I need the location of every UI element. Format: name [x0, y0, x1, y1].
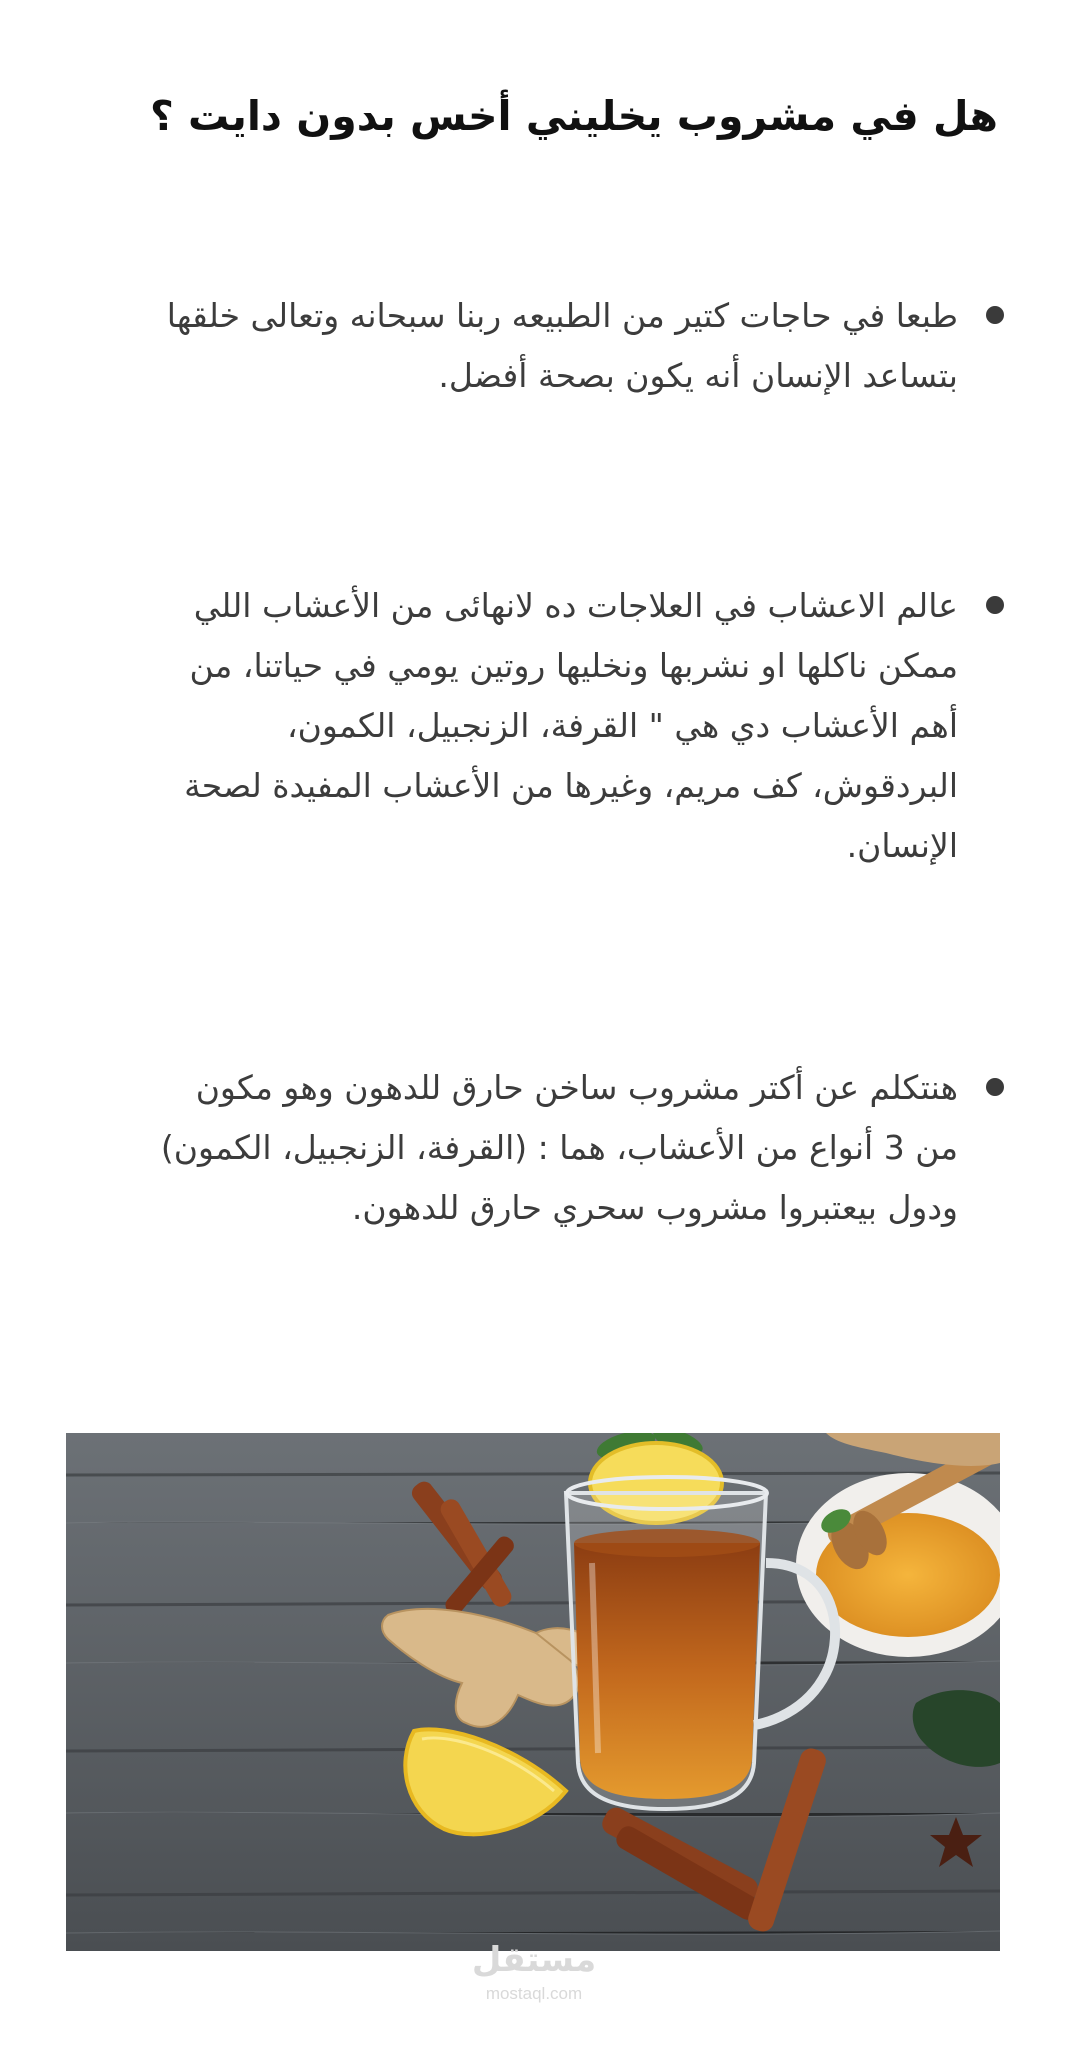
bullet-dot-icon [986, 1078, 1004, 1096]
bullet-text: عالم الاعشاب في العلاجات ده لانهائى من الأعشاب اللي ممكن ناكلها او نشربها ونخليها روتين يومي في حياتنا، من أهم الأعشاب دي هي " القرفة، الزنجبيل، الكمون، البردقوش، كف مريم، وغيرها من الأعشاب المفيدة لصحة الإنسان. [184, 586, 958, 865]
page-title: هل في مشروب يخليني أخس بدون دايت ؟ [150, 92, 998, 140]
bullet-item-drink [104, 1058, 1004, 1238]
bullet-text: طبعا في حاجات كتير من الطبيعه ربنا سبحانه وتعالى خلقها بتساعد الإنسان أنه يكون بصحة أفضل. [166, 296, 958, 395]
bullet-dot-icon [986, 306, 1004, 324]
bullet-item-nature [104, 286, 1004, 406]
bullet-text: هنتكلم عن أكتر مشروب ساخن حارق للدهون وهو مكون من 3 أنواع من الأعشاب، هما : (القرفة، الزنجبيل، الكمون) ودول بيعتبروا مشروب سحري حارق للدهون. [160, 1068, 958, 1227]
herbal-tea-photo [66, 1433, 1000, 1951]
bullet-item-herbs [104, 576, 1004, 876]
watermark-logo: مستقل [471, 1940, 597, 1980]
watermark-url: mostaql.com [485, 1984, 583, 2003]
bullet-dot-icon [986, 596, 1004, 614]
